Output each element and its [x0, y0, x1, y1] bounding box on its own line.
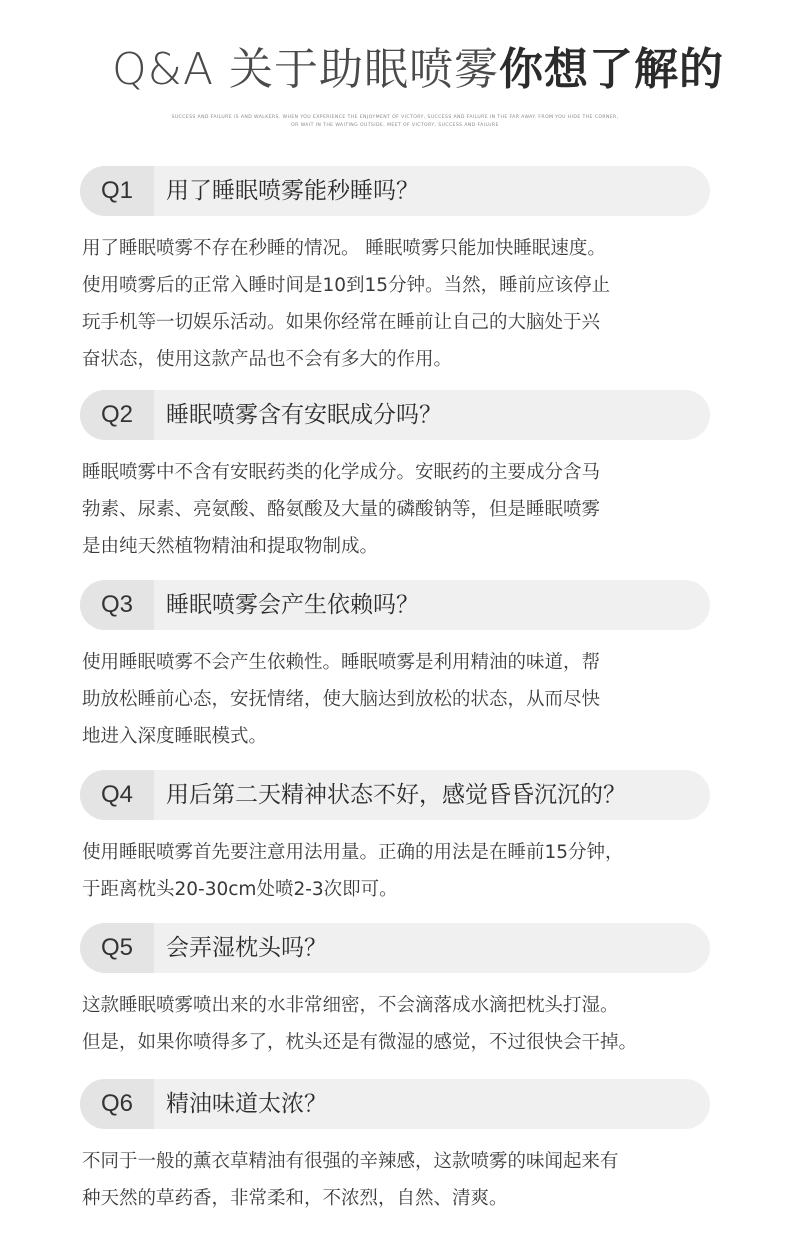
page-title-light: Q&A 关于助眠喷雾 — [112, 44, 500, 95]
question-bar — [80, 1079, 710, 1129]
answer-line: 睡眠喷雾中不含有安眠药类的化学成分。安眠药的主要成分含马 — [82, 462, 601, 483]
qa-item-5 — [80, 923, 712, 1061]
question-number: Q5 — [80, 923, 154, 973]
question-number: Q6 — [80, 1079, 154, 1129]
question-number: Q3 — [80, 580, 154, 630]
question-text: 睡眠喷雾会产生依赖吗？ — [166, 592, 419, 618]
answer-line: 于距离枕头20-30cm处喷2-3次即可。 — [82, 879, 398, 900]
question-text: 睡眠喷雾含有安眠成分吗？ — [166, 402, 442, 428]
question-bar — [80, 580, 710, 630]
page-subtitle-line: SUCCESS AND FAILURE IS AND WALKERS. WHEN YOU EXPERIENCE THE ENJOYMENT OF VICTORY, SUCCESS AND FAILURE IN THE FAR AWAY. FROM YOU HIDE THE CORNER, — [171, 115, 619, 120]
qa-item-1 — [80, 166, 712, 378]
qa-item-6 — [80, 1079, 712, 1217]
question-number: Q1 — [80, 166, 154, 216]
answer-text — [82, 987, 722, 1061]
answer-line: 使用喷雾后的正常入睡时间是10到15分钟。当然，睡前应该停止 — [82, 275, 611, 296]
answer-line: 但是，如果你喷得多了，枕头还是有微湿的感觉，不过很快会干掉。 — [82, 1032, 638, 1053]
answer-line: 玩手机等一切娱乐活动。如果你经常在睡前让自己的大脑处于兴 — [82, 312, 601, 333]
page-subtitle — [150, 114, 640, 130]
answer-text — [82, 644, 722, 755]
qa-item-3 — [80, 580, 712, 755]
answer-text — [82, 1143, 722, 1217]
question-number: Q4 — [80, 770, 154, 820]
answer-line: 是由纯天然植物精油和提取物制成。 — [82, 536, 379, 557]
page-subtitle-line: OR WAIT IN THE WAITING OUTSIDE, MEET OF VICTORY, SUCCESS AND FAILURE — [291, 123, 499, 128]
qa-item-2 — [80, 390, 712, 565]
answer-line: 用了睡眠喷雾不存在秒睡的情况。 睡眠喷雾只能加快睡眠速度。 — [82, 238, 606, 259]
question-bar — [80, 390, 710, 440]
question-number: Q2 — [80, 390, 154, 440]
qa-item-4 — [80, 770, 712, 908]
answer-line: 种天然的草药香，非常柔和，不浓烈，自然、清爽。 — [82, 1188, 508, 1209]
answer-line: 地进入深度睡眠模式。 — [82, 726, 268, 747]
answer-line: 这款睡眠喷雾喷出来的水非常细密，不会滴落成水滴把枕头打湿。 — [82, 995, 619, 1016]
question-text: 用后第二天精神状态不好，感觉昏昏沉沉的？ — [166, 782, 626, 808]
answer-text — [82, 230, 722, 378]
question-text: 用了睡眠喷雾能秒睡吗？ — [166, 178, 419, 204]
answer-line: 勃素、尿素、亮氨酸、酪氨酸及大量的磷酸钠等，但是睡眠喷雾 — [82, 499, 601, 520]
answer-line: 使用睡眠喷雾首先要注意用法用量。正确的用法是在睡前15分钟， — [82, 842, 624, 863]
header — [0, 0, 790, 150]
question-text: 精油味道太浓？ — [166, 1091, 327, 1117]
answer-line: 不同于一般的薰衣草精油有很强的辛辣感，这款喷雾的味闻起来有 — [82, 1151, 619, 1172]
page-title — [112, 38, 724, 102]
question-text: 会弄湿枕头吗？ — [166, 935, 327, 961]
answer-line: 奋状态，使用这款产品也不会有多大的作用。 — [82, 349, 453, 370]
question-bar — [80, 166, 710, 216]
question-bar — [80, 923, 710, 973]
answer-line: 助放松睡前心态，安抚情绪，使大脑达到放松的状态，从而尽快 — [82, 689, 601, 710]
question-bar — [80, 770, 710, 820]
answer-line: 使用睡眠喷雾不会产生依赖性。睡眠喷雾是利用精油的味道，帮 — [82, 652, 601, 673]
page-title-bold: 你想了解的 — [499, 44, 725, 95]
answer-text — [82, 454, 722, 565]
answer-text — [82, 834, 722, 908]
